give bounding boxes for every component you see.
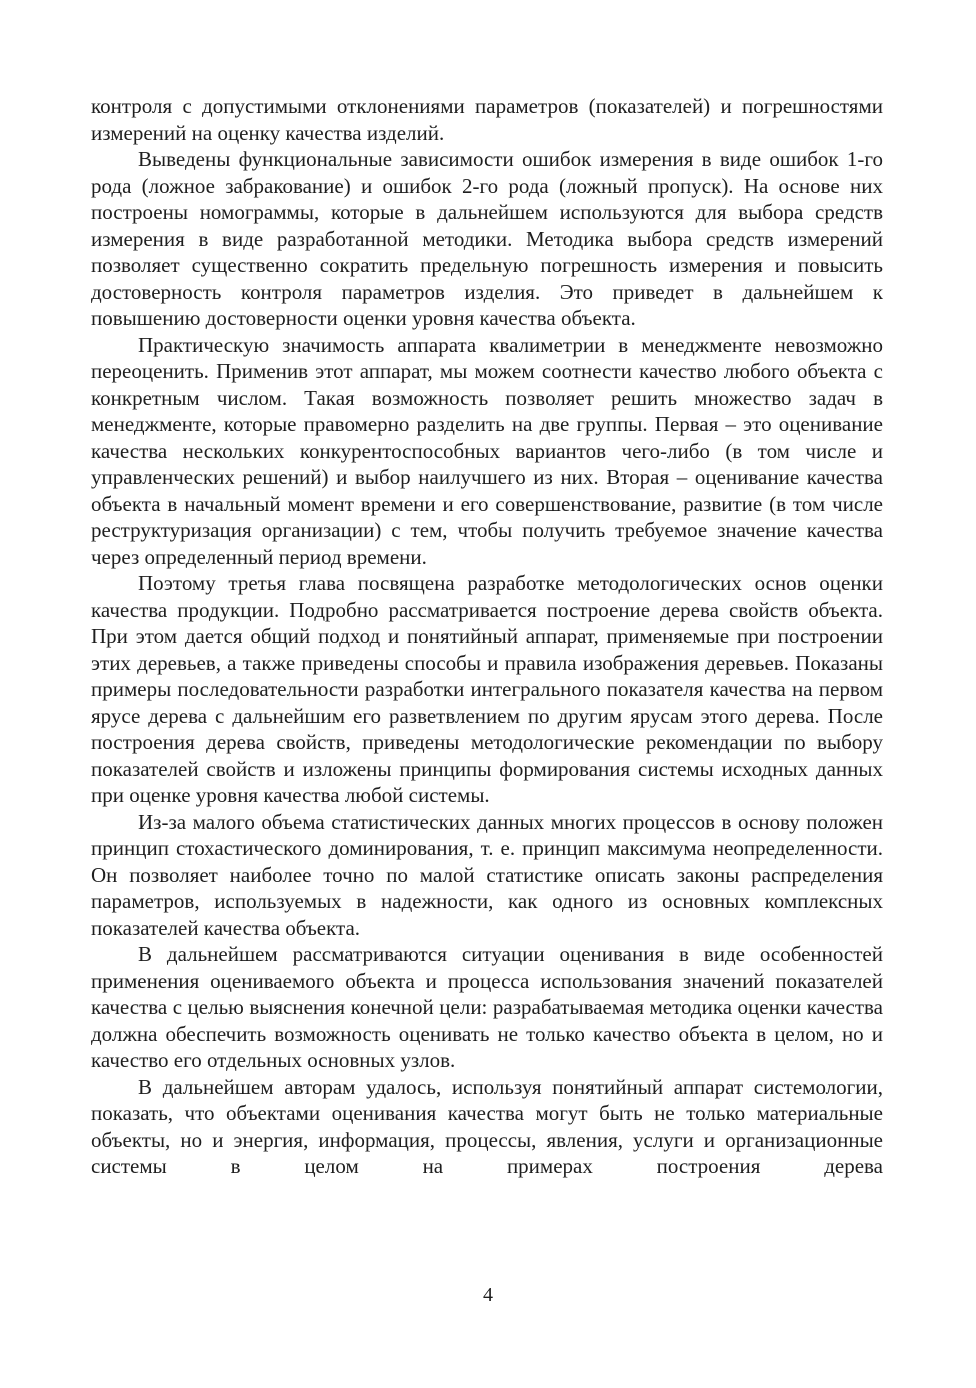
paragraph-stochastic-dominance: Из-за малого объема статистических данных многих процессов в основу положен принцип стохастического доминирования, т. е. принцип максимума неопределенности. Он позволяет наиболее точно по малой статистике описать законы распределения параметров, используемых в надежности, как одного из основных комплексных показателей качества объекта.	[91, 809, 883, 940]
paragraph-measurement-errors: Выведены функциональные зависимости ошибок измерения в виде ошибок 1-го рода (ложное забракование) и ошибок 2-го рода (ложный пропуск). На основе них построены номограммы, которые в дальнейшем используются для выбора средств измерения в виде разработанной методики. Методика выбора средств измерений позволяет существенно сократить предельную погрешность измерения и повысить достоверность контроля параметров изделия. Это приведет в дальнейшем к повышению достоверности оценки уровня качества объекта.	[91, 147, 883, 330]
paragraph-continuation: контроля с допустимыми отклонениями параметров (показателей) и погрешностями измерений на оценку качества изделий.	[91, 94, 883, 145]
body-text	[91, 93, 883, 1180]
paragraph-third-chapter: Поэтому третья глава посвящена разработке методологических основ оценки качества продукции. Подробно рассматривается построение дерева свойств объекта. При этом дается общий подход и понятийный аппарат, применяемые при построении этих деревьев, а также приведены способы и правила изображения деревьев. Показаны примеры последовательности разработки интегрального показателя качества на первом ярусе дерева с дальнейшим его разветвлением по другим ярусам этого дерева. После построения дерева свойств, приведены методологические рекомендации по выбору показателей свойств и изложены принципы формирования системы исходных данных при оценке уровня качества любой системы.	[91, 571, 883, 807]
paragraph-qualimetry-significance: Практическую значимость аппарата квалиметрии в менеджменте невозможно переоценить. Применив этот аппарат, мы можем соотнести качество любого объекта с конкретным числом. Такая возможность позволяет решить множество задач в менеджменте, которые правомерно разделить на две группы. Первая – это оценивание качества нескольких конкурентоспособных вариантов чего-либо (в том числе и управленческих решений) и выбор наилучшего из них. Вторая – оценивание качества объекта в начальный момент времени и его совершенствование, развитие (в том числе реструктуризация организации) с тем, чтобы получить требуемое значение качества через определенный период времени.	[91, 332, 883, 569]
paragraph-systemology: В дальнейшем авторам удалось, используя понятийный аппарат системологии, показать, что объектами оценивания качества могут быть не только материальные объекты, но и энергия, информация, процессы, явления, услуги и организационные системы в целом на примерах построения дерева	[91, 1074, 883, 1178]
page-number: 4	[483, 1284, 493, 1306]
paragraph-evaluation-situations: В дальнейшем рассматриваются ситуации оценивания в виде особенностей применения оцениваемого объекта и процесса использования значений показателей качества с целью выяснения конечной цели: разрабатываемая методика оценки качества должна обеспечить возможность оценивать не только качество объекта в целом, но и качество его отдельных основных узлов.	[91, 942, 883, 1072]
